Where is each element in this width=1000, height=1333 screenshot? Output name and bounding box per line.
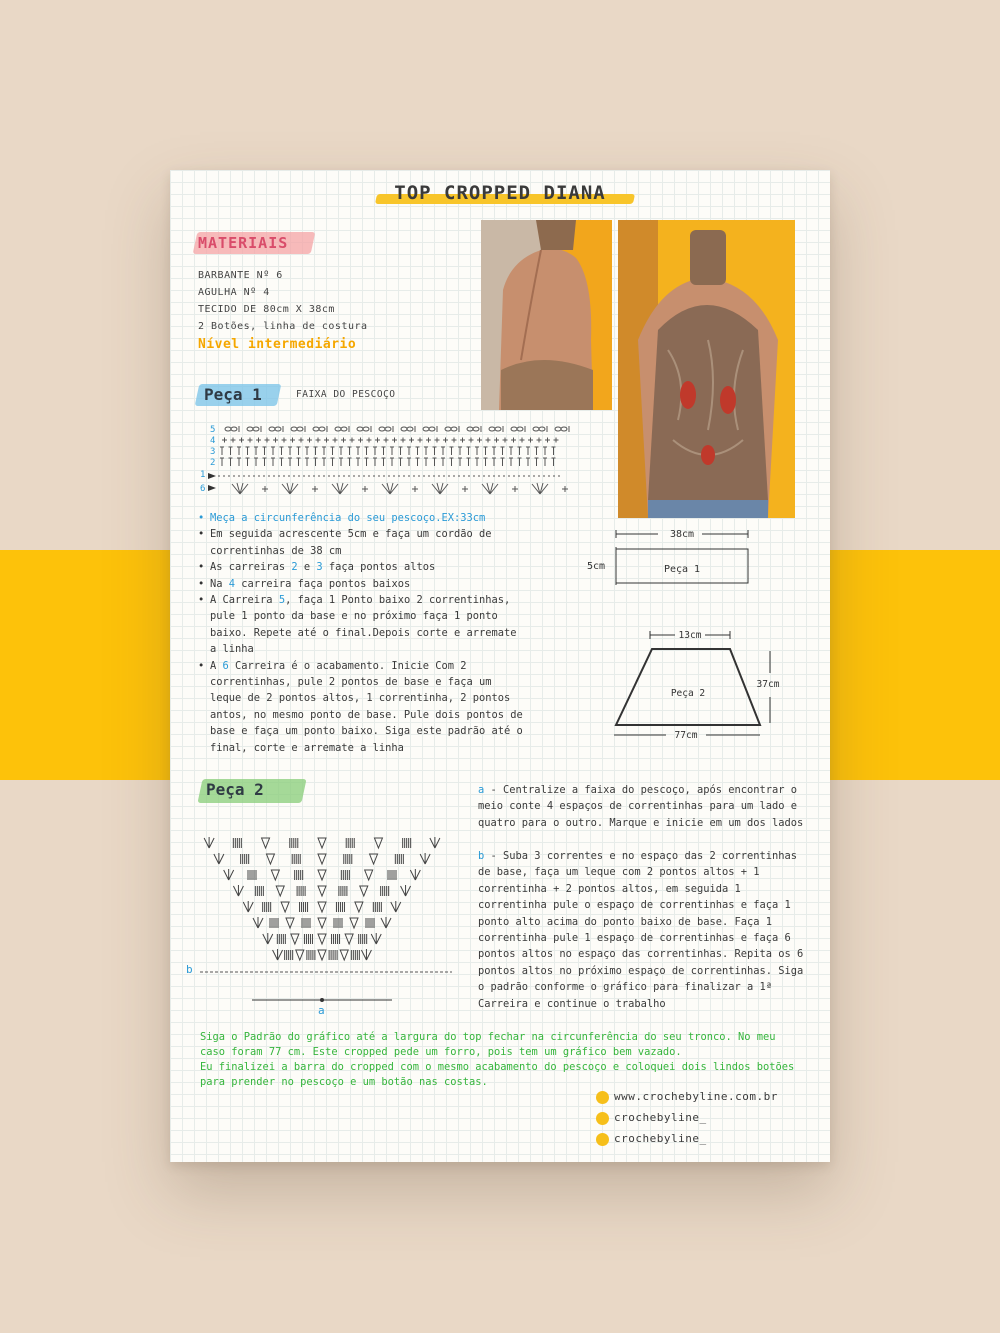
website-link[interactable]: www.crochebyline.com.br — [596, 1090, 778, 1104]
row-number: 6 — [200, 484, 206, 494]
final-note-line: Siga o Padrão do gráfico até a largura do top fechar na circunferência do seu tronco. No meu caso foram 77 cm. Este cropped pede um forro, pois tem um gráfico bem vazado. — [200, 1031, 776, 1058]
back-view-photo — [481, 220, 612, 410]
height-label: 5cm — [586, 561, 606, 572]
instruction-item: • A 6 Carreira é o acabamento. Inicie Com 2 correntinhas, pule 2 pontos de base e faça um leque de 2 pontos altos, 1 correntinha, 2 pontos antos, no mesmo ponto de base. Pule dois pontos de base e faça um ponto baixo. Siga este padrão até o final, corte e arremate a linha — [198, 658, 528, 756]
row-number: 5 — [210, 425, 216, 435]
row-number: 4 — [210, 436, 216, 446]
instruction-item: • As carreiras 2 e 3 faça pontos altos — [198, 559, 528, 575]
whatsapp-icon — [596, 1133, 609, 1146]
material-item: AGULHA Nº 4 — [198, 287, 270, 298]
peca1-instructions — [198, 510, 528, 756]
whatsapp-link[interactable]: crochebyline_ — [596, 1132, 707, 1146]
material-item: BARBANTE Nº 6 — [198, 270, 283, 281]
peca1-subtitle: FAIXA DO PESCOÇO — [296, 389, 396, 400]
piece-name: Peça 1 — [663, 564, 701, 575]
final-note-line: Eu finalizei a barra do cropped com o mesmo acabamento do pescoço e coloquei dois lindos botões para prender no pescoço e um botão nas costas. — [200, 1061, 795, 1088]
peca1-heading: Peça 1 — [204, 385, 262, 404]
peca2-dimension-diagram — [610, 625, 790, 749]
peca2-stitch-chart — [182, 820, 472, 1024]
front-view-photo — [618, 220, 795, 518]
pattern-sheet — [170, 170, 830, 1162]
peca1-dimension-diagram — [586, 525, 760, 599]
difficulty-level: Nível intermediário — [198, 337, 357, 352]
final-note — [200, 1030, 800, 1090]
chart-label-b: b — [186, 963, 193, 976]
row-number: 1 — [200, 470, 206, 480]
top-label: 13cm — [678, 630, 702, 641]
instagram-icon — [596, 1112, 609, 1125]
row-number: 2 — [210, 458, 216, 468]
material-item: 2 Botões, linha de costura — [198, 321, 368, 332]
instruction-item: • A Carreira 5, faça 1 Ponto baixo 2 correntinhas, pule 1 ponto da base e no próximo faça 1 ponto baixo. Repete até o final.Depois corte e arremate a linha — [198, 592, 528, 658]
chart-label-a: a — [318, 1004, 325, 1017]
step-a: a - Centralize a faixa do pescoço, após encontrar o meio conte 4 espaços de correntinhas para um lado e quatro para o outro. Marque e inicie em um dos lados — [478, 784, 804, 829]
peca2-heading: Peça 2 — [206, 780, 264, 799]
width-label: 38cm — [669, 529, 695, 540]
step-b: b - Suba 3 correntes e no espaço das 2 correntinhas de base, faça um leque com 2 pontos altos + 1 correntinha + 2 pontos altos, em seguida 1 correntinha pule o espaço de correntinhas e faça 1 ponto alto acima do ponto baixo de base. Faça 1 correntinha pule 1 espaço de correntinhas e faça 6 pontos altos no espaço das correntinhas. Repita os 6 pontos altos no próximo espaço de correntinhas. Siga o padrão conforme o gráfico para finalizar a 1ª Carreira e continue o trabalho — [478, 850, 804, 1010]
side-label: 37cm — [756, 679, 780, 690]
page-title: TOP CROPPED DIANA — [394, 182, 606, 204]
peca1-stitch-chart — [200, 420, 580, 499]
sun-icon — [596, 1091, 609, 1104]
instruction-item: • Em seguida acrescente 5cm e faça um cordão de correntinhas de 38 cm — [198, 526, 528, 559]
material-item: TECIDO DE 80cm X 38cm — [198, 304, 335, 315]
bottom-label: 77cm — [674, 730, 698, 741]
materiais-heading: MATERIAIS — [198, 234, 289, 252]
piece-name: Peça 2 — [670, 688, 706, 699]
row-number: 3 — [210, 447, 216, 457]
instagram-link[interactable]: crochebyline_ — [596, 1111, 707, 1125]
instruction-item: • Na 4 carreira faça pontos baixos — [198, 576, 528, 592]
instruction-item: • Meça a circunferência do seu pescoço.EX:33cm — [198, 510, 528, 526]
